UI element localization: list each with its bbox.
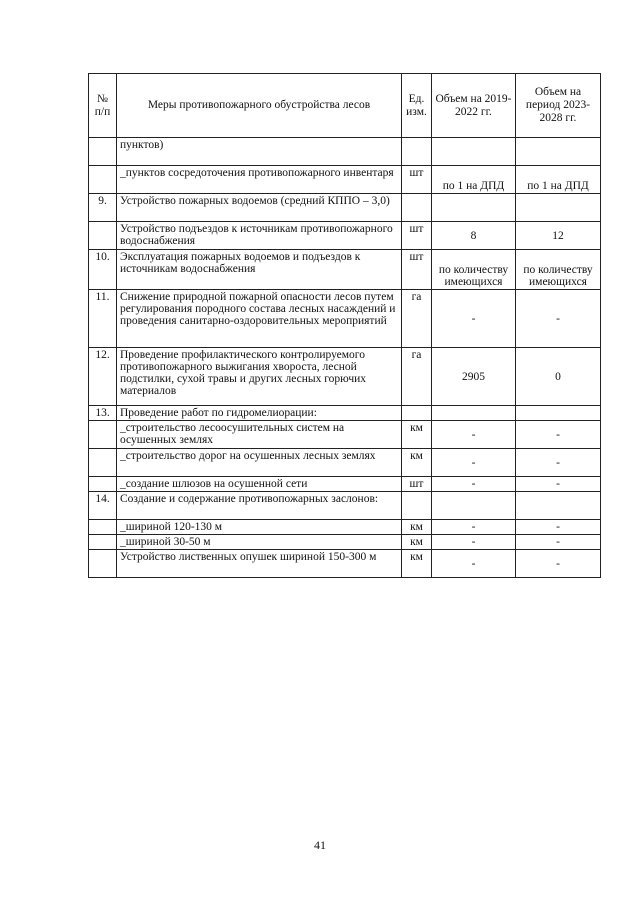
row-num [89,166,117,194]
row-num [89,477,117,492]
row-volume-2: - [516,449,601,477]
row-measure: _создание шлюзов на осушенной сети [117,477,402,492]
row-volume-2: по 1 на ДПД [516,166,601,194]
table-row [89,477,601,492]
row-unit [402,138,432,166]
row-num [89,421,117,449]
row-volume-1 [432,406,516,421]
row-measure: Проведение профилактического контролируемого противопожарного выжигания хвороста, лесной подстилки, сухой травы и других лесных горючих материалов [117,348,402,406]
table-row [89,421,601,449]
row-num: 11. [89,290,117,348]
row-unit: шт [402,222,432,250]
header-volume-2019-2022: Объем на 2019-2022 гг. [432,74,516,138]
row-num [89,138,117,166]
row-measure: _шириной 120-130 м [117,520,402,535]
row-volume-1: 2905 [432,348,516,406]
row-volume-1: по 1 на ДПД [432,166,516,194]
row-volume-2 [516,138,601,166]
row-volume-1 [432,492,516,520]
row-measure: пунктов) [117,138,402,166]
row-volume-2 [516,406,601,421]
row-unit: км [402,535,432,550]
row-volume-1: - [432,421,516,449]
row-unit: шт [402,250,432,290]
row-volume-2 [516,492,601,520]
fire-prevention-measures-table [88,73,601,578]
row-num: 14. [89,492,117,520]
row-num: 9. [89,194,117,222]
row-unit [402,194,432,222]
row-volume-1: по количеству имеющихся [432,250,516,290]
row-volume-2: 12 [516,222,601,250]
row-unit: га [402,348,432,406]
table-header-row [89,74,601,138]
row-num [89,520,117,535]
row-num: 12. [89,348,117,406]
row-num [89,535,117,550]
row-volume-2: - [516,290,601,348]
table-row [89,166,601,194]
row-unit [402,492,432,520]
row-volume-1: - [432,477,516,492]
row-unit: шт [402,166,432,194]
table-row [89,550,601,578]
table-row [89,290,601,348]
row-unit: км [402,550,432,578]
row-volume-2: - [516,535,601,550]
row-num [89,222,117,250]
row-num [89,449,117,477]
row-num [89,550,117,578]
row-num: 13. [89,406,117,421]
table-row [89,492,601,520]
row-num: 10. [89,250,117,290]
table-row [89,222,601,250]
row-measure: Создание и содержание противопожарных заслонов: [117,492,402,520]
header-measure: Меры противопожарного обустройства лесов [117,74,402,138]
table-row [89,194,601,222]
row-volume-2: - [516,550,601,578]
row-volume-2: - [516,477,601,492]
row-volume-1: - [432,449,516,477]
row-measure: _пунктов сосредоточения противопожарного инвентаря [117,166,402,194]
row-unit [402,406,432,421]
row-unit: км [402,421,432,449]
row-unit: га [402,290,432,348]
row-measure: Снижение природной пожарной опасности лесов путем регулирования породного состава лесных насаждений и проведения санитарно-оздоровительных мероприятий [117,290,402,348]
header-num: № п/п [89,74,117,138]
row-measure: _строительство дорог на осушенных лесных землях [117,449,402,477]
row-volume-1 [432,138,516,166]
header-volume-2023-2028: Объем на период 2023-2028 гг. [516,74,601,138]
row-volume-1: - [432,290,516,348]
row-unit: км [402,449,432,477]
row-unit: км [402,520,432,535]
row-volume-2: - [516,520,601,535]
row-measure: Эксплуатация пожарных водоемов и подъездов к источникам водоснабжения [117,250,402,290]
row-measure: Устройство лиственных опушек шириной 150-300 м [117,550,402,578]
row-measure: Устройство пожарных водоемов (средний КППО – 3,0) [117,194,402,222]
table-row [89,250,601,290]
row-unit: шт [402,477,432,492]
table-row [89,535,601,550]
row-volume-1: - [432,550,516,578]
row-volume-1: - [432,535,516,550]
row-volume-2 [516,194,601,222]
page-number: 41 [314,838,326,852]
row-measure: Проведение работ по гидромелиорации: [117,406,402,421]
row-measure: Устройство подъездов к источникам противопожарного водоснабжения [117,222,402,250]
row-measure: _строительство лесоосушительных систем на осушенных землях [117,421,402,449]
row-volume-1: 8 [432,222,516,250]
row-volume-2: 0 [516,348,601,406]
row-measure: _шириной 30-50 м [117,535,402,550]
table-row [89,348,601,406]
row-volume-2: по количеству имеющихся [516,250,601,290]
header-unit: Ед. изм. [402,74,432,138]
row-volume-1: - [432,520,516,535]
row-volume-1 [432,194,516,222]
table-row [89,138,601,166]
table-row [89,449,601,477]
table-row [89,520,601,535]
row-volume-2: - [516,421,601,449]
table-row [89,406,601,421]
